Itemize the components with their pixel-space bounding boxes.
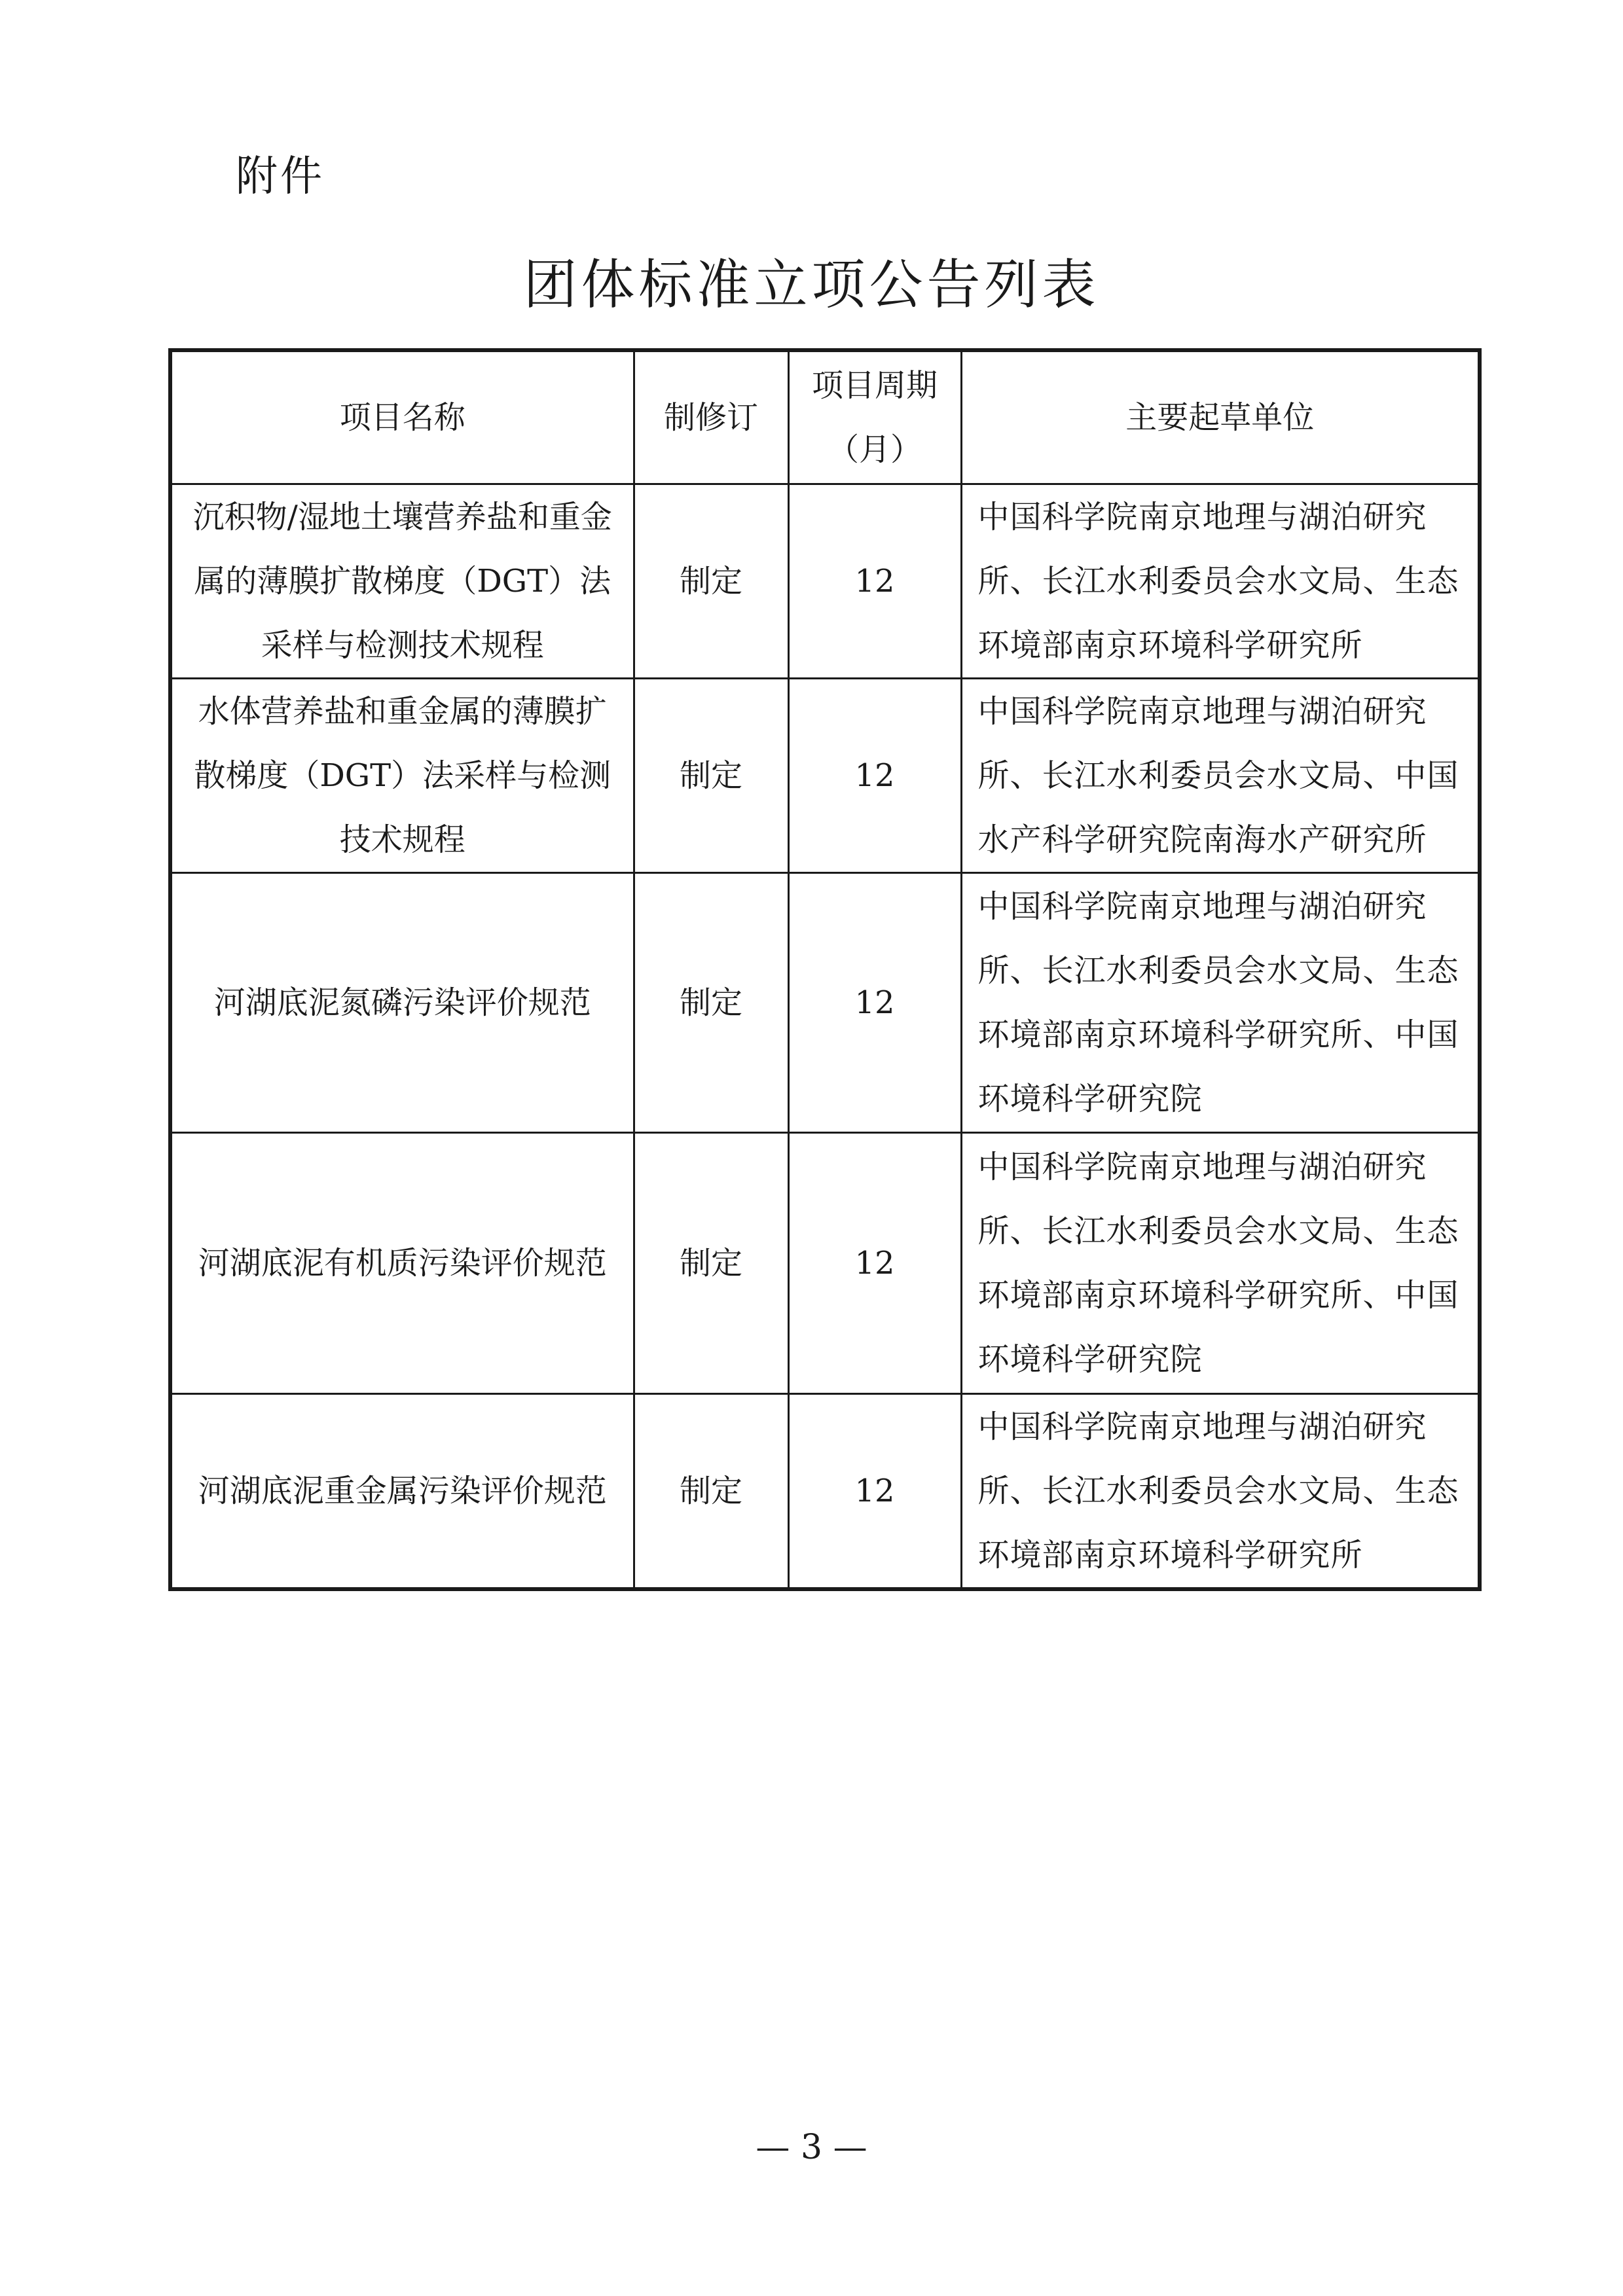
cell-drafting-units: 中国科学院南京地理与湖泊研究所、长江水利委员会水文局、生态环境部南京环境科学研究所 bbox=[961, 484, 1480, 679]
page-title: 团体标准立项公告列表 bbox=[523, 254, 1100, 316]
header-period-line1: 项目周期 bbox=[811, 367, 938, 404]
standards-table bbox=[168, 348, 1482, 1591]
cell-revision-type: 制定 bbox=[634, 679, 788, 873]
cell-period: 12 bbox=[788, 1133, 961, 1394]
cell-project-name: 河湖底泥氮磷污染评价规范 bbox=[170, 873, 634, 1133]
cell-drafting-units: 中国科学院南京地理与湖泊研究所、长江水利委员会水文局、生态环境部南京环境科学研究所 bbox=[961, 1394, 1480, 1590]
cell-period: 12 bbox=[788, 484, 961, 679]
table-row bbox=[170, 1394, 1480, 1590]
cell-revision-type: 制定 bbox=[634, 484, 788, 679]
cell-revision-type: 制定 bbox=[634, 1394, 788, 1590]
cell-period: 12 bbox=[788, 873, 961, 1133]
cell-period: 12 bbox=[788, 679, 961, 873]
header-period-line2: （月） bbox=[827, 431, 922, 468]
cell-drafting-units: 中国科学院南京地理与湖泊研究所、长江水利委员会水文局、生态环境部南京环境科学研究所、中国环境科学研究院 bbox=[961, 1133, 1480, 1394]
header-period bbox=[788, 350, 961, 484]
table-row bbox=[170, 873, 1480, 1133]
cell-project-name: 水体营养盐和重金属的薄膜扩散梯度（DGT）法采样与检测技术规程 bbox=[170, 679, 634, 873]
cell-project-name: 沉积物/湿地土壤营养盐和重金属的薄膜扩散梯度（DGT）法采样与检测技术规程 bbox=[170, 484, 634, 679]
table-row bbox=[170, 484, 1480, 679]
header-revision-type: 制修订 bbox=[634, 350, 788, 484]
cell-revision-type: 制定 bbox=[634, 873, 788, 1133]
cell-drafting-units: 中国科学院南京地理与湖泊研究所、长江水利委员会水文局、中国水产科学研究院南海水产研究所 bbox=[961, 679, 1480, 873]
page-number: — 3 — bbox=[756, 2128, 867, 2167]
cell-project-name: 河湖底泥有机质污染评价规范 bbox=[170, 1133, 634, 1394]
table-header-row bbox=[170, 350, 1480, 484]
cell-drafting-units: 中国科学院南京地理与湖泊研究所、长江水利委员会水文局、生态环境部南京环境科学研究所、中国环境科学研究院 bbox=[961, 873, 1480, 1133]
cell-project-name: 河湖底泥重金属污染评价规范 bbox=[170, 1394, 634, 1590]
table-row bbox=[170, 1133, 1480, 1394]
header-project-name: 项目名称 bbox=[170, 350, 634, 484]
cell-revision-type: 制定 bbox=[634, 1133, 788, 1394]
attachment-label: 附件 bbox=[236, 152, 325, 201]
cell-period: 12 bbox=[788, 1394, 961, 1590]
header-drafting-units: 主要起草单位 bbox=[961, 350, 1480, 484]
table-row bbox=[170, 679, 1480, 873]
